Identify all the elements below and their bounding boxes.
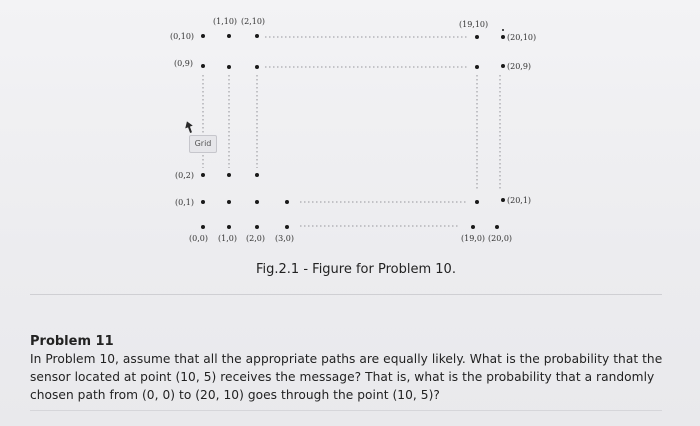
point-label: (20,0) bbox=[488, 234, 513, 243]
dot bbox=[201, 34, 205, 38]
mouse-cursor-icon bbox=[184, 121, 194, 133]
dot bbox=[501, 64, 505, 68]
point-label: (0,0) bbox=[189, 234, 208, 243]
dotted-grid-lines bbox=[203, 37, 500, 226]
dot bbox=[227, 225, 231, 229]
dot bbox=[471, 225, 475, 229]
point-label: (1,0) bbox=[218, 234, 237, 243]
dot bbox=[475, 35, 479, 39]
point-label: (3,0) bbox=[275, 234, 294, 243]
dot bbox=[255, 200, 259, 204]
dot bbox=[227, 34, 231, 38]
point-label: (0,1) bbox=[175, 198, 194, 207]
section-divider bbox=[30, 294, 662, 295]
dot bbox=[227, 173, 231, 177]
dot bbox=[475, 65, 479, 69]
dot bbox=[201, 200, 205, 204]
point-label: (2,10) bbox=[241, 17, 266, 26]
problem-title: Problem 11 bbox=[30, 334, 114, 349]
dot bbox=[227, 200, 231, 204]
dot bbox=[255, 65, 259, 69]
dot bbox=[201, 64, 205, 68]
dot bbox=[501, 198, 505, 202]
point-label: (20,1) bbox=[507, 196, 532, 205]
point-label: (0,9) bbox=[174, 59, 193, 68]
figure-caption: Fig.2.1 - Figure for Problem 10. bbox=[256, 262, 456, 277]
point-label: (20,9) bbox=[507, 62, 532, 71]
dot bbox=[502, 29, 504, 31]
dot bbox=[201, 173, 205, 177]
dot bbox=[255, 34, 259, 38]
bottom-divider bbox=[30, 410, 662, 411]
dot bbox=[475, 200, 479, 204]
dot bbox=[201, 225, 205, 229]
grid-dots bbox=[201, 29, 505, 229]
dot bbox=[501, 35, 505, 39]
point-label: (2,0) bbox=[246, 234, 265, 243]
dot bbox=[285, 225, 289, 229]
dot bbox=[255, 225, 259, 229]
point-labels bbox=[170, 17, 536, 243]
point-label: (20,10) bbox=[507, 33, 537, 42]
dot bbox=[285, 200, 289, 204]
dot bbox=[255, 173, 259, 177]
dot bbox=[227, 65, 231, 69]
point-label: (19,10) bbox=[459, 20, 489, 29]
point-label: (1,10) bbox=[213, 17, 238, 26]
grid-tooltip: Grid bbox=[189, 135, 217, 153]
dot bbox=[495, 225, 499, 229]
problem-body: In Problem 10, assume that all the appropriate paths are equally likely. What is the probability that the sensor located at point (10, 5) receives the message? That is, what is the probability that a randomly chosen path from (0, 0) to (20, 10) goes through the point (10, 5)? bbox=[30, 352, 663, 402]
point-label: (0,2) bbox=[175, 171, 194, 180]
point-label: (19,0) bbox=[461, 234, 486, 243]
point-label: (0,10) bbox=[170, 32, 195, 41]
problem-section bbox=[30, 334, 670, 404]
